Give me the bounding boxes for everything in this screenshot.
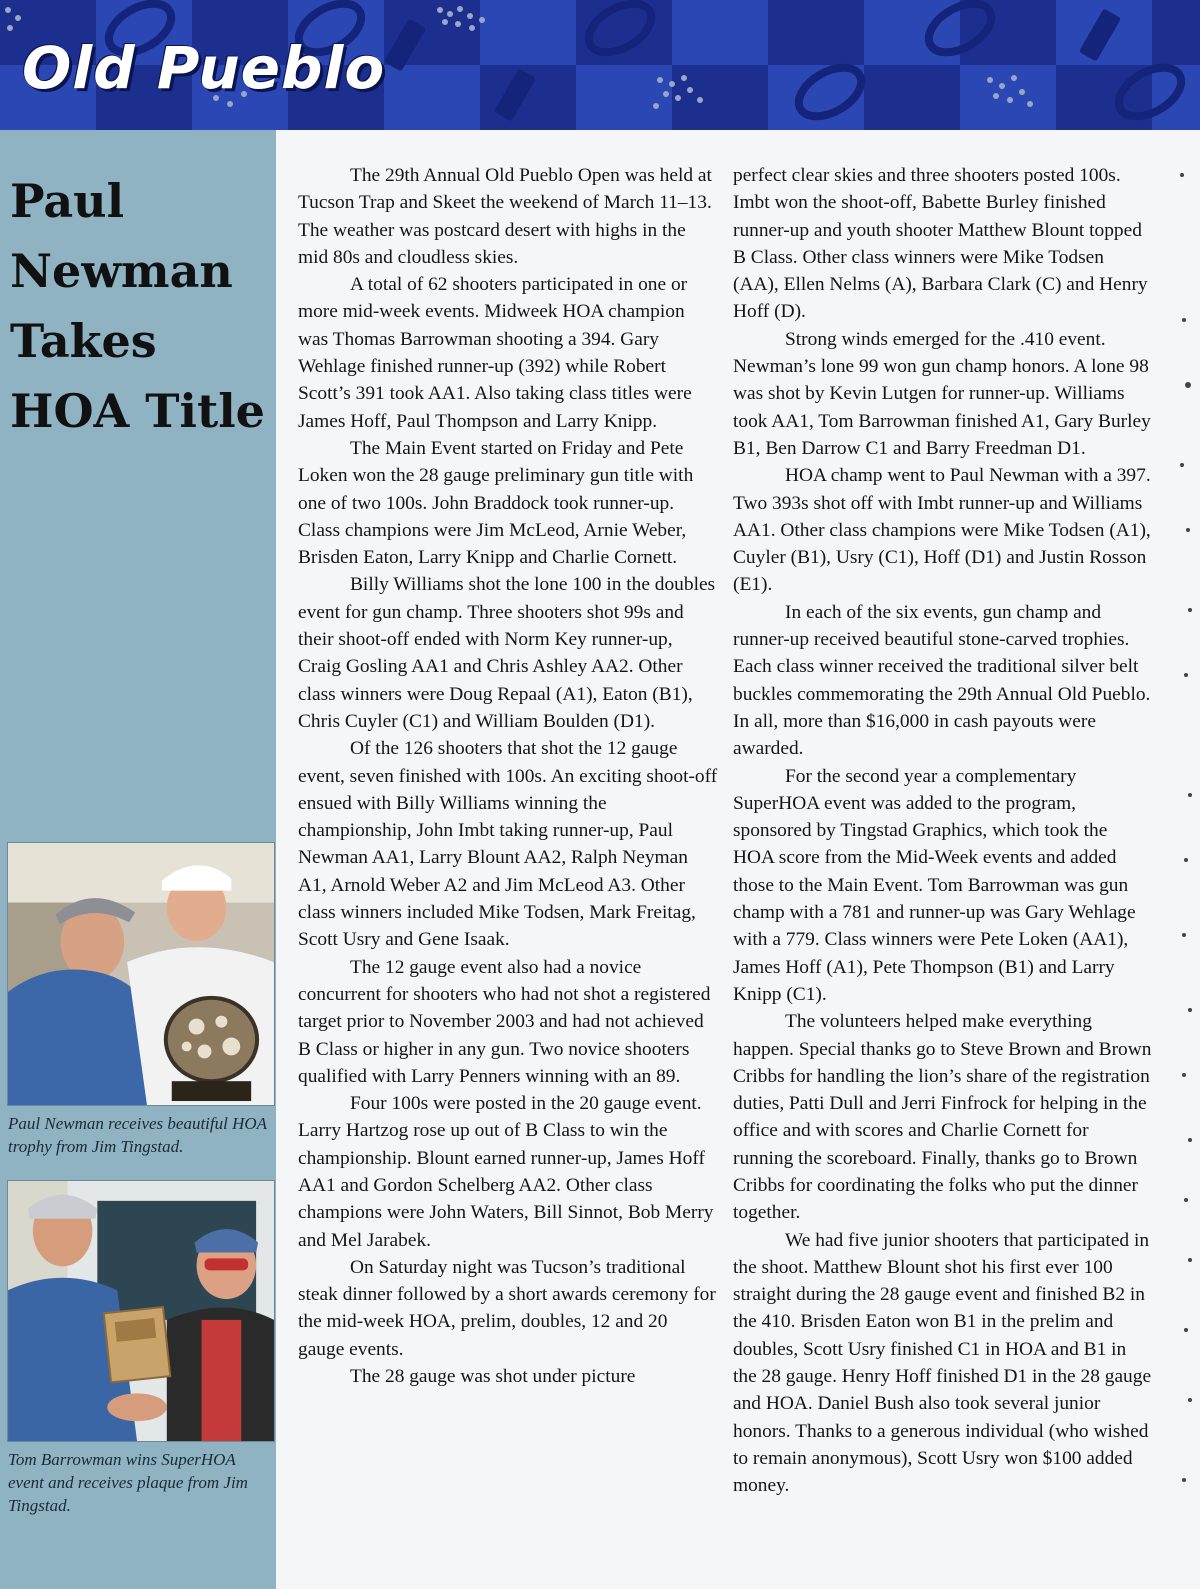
article-column-2 <box>733 162 1153 1500</box>
paragraph: On Saturday night was Tucson’s traditional steak dinner followed by a short awards ceremony for the mid-week HOA, prelim, doubles, 12 and 20 gauge events. <box>298 1256 716 1360</box>
paragraph: The volunteers helped make everything happen. Special thanks go to Steve Brown and Brown Cribbs for handling the lion’s share of the registration duties, Patti Dull and Jerri Finfrock for helping in the office and with scores and Charlie Cornett for running the scoreboard. Finally, thanks go to Brown Cribbs for coordinating the folks who put the dinner together. <box>733 1011 1152 1224</box>
paragraph: Four 100s were posted in the 20 gauge event. Larry Hartzog rose up out of B Class to win the championship. Blount earned runner-up, James Hoff AA1 and Gordon Schelberg AA2. Other class champions were John Waters, Bill Sinnot, Bob Merry and Mel Jarabek. <box>298 1093 714 1251</box>
paragraph: We had five junior shooters that participated in the shoot. Matthew Blount shot his first ever 100 straight during the 28 gauge event and finished B2 in the 410. Brisden Eaton won B1 in the prelim and doubles, Scott Usry finished C1 in HOA and B1 in the 28 gauge. Henry Hoff finished D1 in the 28 gauge and HOA. Daniel Bush also took several junior honors. Thanks to a generous individual (who wished to remain anonymous), Scott Usry won $100 added money. <box>733 1229 1152 1497</box>
paragraph: Strong winds emerged for the .410 event. Newman’s lone 99 won gun champ honors. A lone 98 was shot by Kevin Lutgen for runner-up. Williams took AA1, Tom Barrowman finished A1, Gary Burley B1, Ben Darrow C1 and Barry Freedman D1. <box>733 328 1151 459</box>
paragraph: The Main Event started on Friday and Pete Loken won the 28 gauge preliminary gun title with one of two 100s. John Braddock took runner-up. Class champions were Jim McLeod, Arnie Weber, Brisden Eaton, Larry Knipp and Charlie Cornett. <box>298 437 694 569</box>
section-title: Old Pueblo <box>22 34 386 102</box>
sidebar <box>0 130 276 1589</box>
paragraph: The 28 gauge was shot under picture <box>350 1366 636 1388</box>
headline-line: Paul <box>10 174 125 228</box>
headline-line: Takes <box>10 314 157 368</box>
paragraph: Billy Williams shot the lone 100 in the doubles event for gun champ. Three shooters shot 99s and their shoot-off ended with Norm Key runner-up, Craig Gosling AA1 and Chris Ashley AA2. Other class winners were Doug Repaal (A1), Eaton (B1), Chris Cuyler (C1) and William Boulden (D1). <box>298 574 716 732</box>
photo-caption: Tom Barrowman wins SuperHOA event and receives plaque from Jim Tingstad. <box>8 1450 248 1515</box>
article-column-1 <box>298 162 718 1390</box>
paragraph-continued: perfect clear skies and three shooters posted 100s. Imbt won the shoot-off, Babette Burley finished runner-up and youth shooter Matthew Blount topped B Class. Other class winners were Mike Todsen (AA), Ellen Nelms (A), Barbara Clark (C) and Henry Hoff (D). <box>733 165 1148 323</box>
page-edge-marks <box>1168 130 1200 1589</box>
header-banner <box>0 0 1200 130</box>
headline-line: Newman <box>10 244 233 298</box>
paragraph: HOA champ went to Paul Newman with a 397. Two 393s shot off with Imbt runner-up and Williams AA1. Other class champions were Mike Todsen (A1), Cuyler (B1), Usry (C1), Hoff (D1) and Justin Rosson (E1). <box>733 465 1151 596</box>
paragraph: In each of the six events, gun champ and runner-up received beautiful stone-carved trophies. Each class winner received the traditional silver belt buckles commemorating the 29th Annual Old Pueblo. In all, more than $16,000 in cash payouts were awarded. <box>733 601 1151 760</box>
photo-caption: Paul Newman receives beautiful HOA trophy from Jim Tingstad. <box>8 1114 267 1156</box>
paragraph: Of the 126 shooters that shot the 12 gauge event, seven finished with 100s. An exciting shoot-off ensued with Billy Williams winning the championship, John Imbt taking runner-up, Paul Newman AA1, Larry Blount AA2, Ralph Neyman A1, Arnold Weber A2 and Jim McLeod A3. Other class winners included Mike Todsen, Mark Freitag, Scott Usry and Gene Isaak. <box>298 738 718 951</box>
plaque-photo <box>7 1180 275 1442</box>
headline-line: HOA Title <box>10 384 265 438</box>
paragraph: For the second year a complementary SuperHOA event was added to the program, sponsored by Tingstad Graphics, which took the HOA score from the Mid-Week events and added those to the Main Event. Tom Barrowman was gun champ with a 781 and runner-up was Gary Wehlage with a 779. Class winners were Pete Loken (AA1), James Hoff (A1), Pete Thompson (B1) and Larry Knipp (C1). <box>733 765 1136 1005</box>
paragraph: A total of 62 shooters participated in one or more mid-week events. Midweek HOA champion was Thomas Barrowman shooting a 394. Gary Wehlage finished runner-up (392) while Robert Scott’s 391 took AA1. Also taking class titles were James Hoff, Paul Thompson and Larry Knipp. <box>298 274 692 432</box>
trophy-photo <box>7 842 275 1106</box>
headline <box>10 166 272 446</box>
paragraph: The 29th Annual Old Pueblo Open was held at Tucson Trap and Skeet the weekend of March 11–13. The weather was postcard desert with highs in the mid 80s and cloudless skies. <box>298 165 712 268</box>
paragraph: The 12 gauge event also had a novice concurrent for shooters who had not shot a registered target prior to November 2003 and had not achieved B Class or higher in any gun. Two novice shooters qualified with Larry Penners winning with an 89. <box>298 956 711 1087</box>
